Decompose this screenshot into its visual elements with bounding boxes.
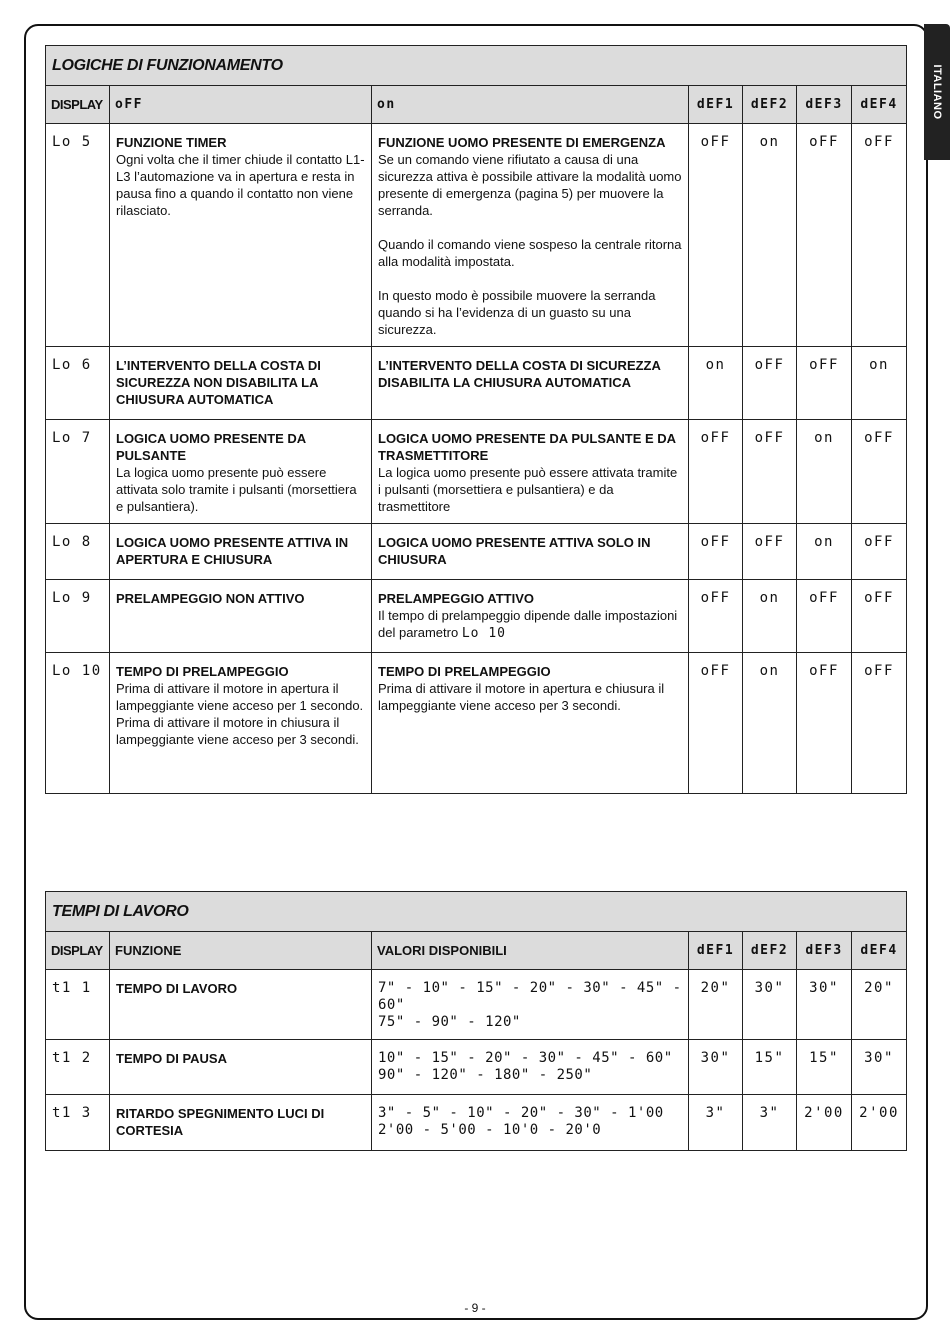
table-row xyxy=(46,420,907,524)
row-def1: oFF xyxy=(689,580,743,653)
row-on-cell xyxy=(372,420,689,524)
row-off-cell xyxy=(110,347,372,420)
row-off-text: La logica uomo presente può essere attivata solo tramite i pulsanti (morsettiera e pulsantiera). xyxy=(116,465,357,514)
row-values xyxy=(372,970,689,1040)
page-number: - 9 - xyxy=(464,1301,486,1315)
row-on-cell xyxy=(372,524,689,580)
row-def1: oFF xyxy=(689,524,743,580)
row-on-title: FUNZIONE UOMO PRESENTE DI EMERGENZA xyxy=(378,135,666,150)
row-off-text: Prima di attivare il motore in apertura il lampeggiante viene acceso per 1 secondo. xyxy=(116,681,364,713)
row-def3: on xyxy=(797,420,852,524)
row-off-title: TEMPO DI PRELAMPEGGIO xyxy=(116,664,289,679)
row-def2: oFF xyxy=(743,524,797,580)
row-display-code: Lo 7 xyxy=(46,420,110,524)
row-on-text: Prima di attivare il motore in apertura e chiusura il lampeggiante viene acceso per 3 secondi. xyxy=(378,681,665,713)
row-def2: on xyxy=(743,653,797,794)
row-def1: oFF xyxy=(689,124,743,347)
row-on-title: LOGICA UOMO PRESENTE ATTIVA SOLO IN CHIUSURA xyxy=(378,535,651,567)
row-on-text: La logica uomo presente può essere attivata tramite i pulsanti (morsettiera e pulsantiera) e da trasmettitore xyxy=(378,465,678,514)
row-def3: oFF xyxy=(797,124,852,347)
row-display-code: Lo 8 xyxy=(46,524,110,580)
table-row xyxy=(46,347,907,420)
logic-table xyxy=(45,45,907,794)
row-function xyxy=(110,970,372,1040)
table-row xyxy=(46,124,907,347)
row-on-parameter-code: Lo 10 xyxy=(461,626,506,641)
row-values-line-1: 3" - 5" - 10" - 20" - 30" - 1'00 xyxy=(378,1105,664,1121)
row-def4: oFF xyxy=(852,524,907,580)
row-display-code: t1 2 xyxy=(46,1040,110,1095)
row-def2: 30" xyxy=(743,970,797,1040)
row-off-title: PRELAMPEGGIO NON ATTIVO xyxy=(116,591,305,606)
row-on-title: TEMPO DI PRELAMPEGGIO xyxy=(378,664,551,679)
row-def1: oFF xyxy=(689,653,743,794)
row-def2: 15" xyxy=(743,1040,797,1095)
row-off-cell xyxy=(110,524,372,580)
row-on-text-2: Quando il comando viene sospeso la centrale ritorna alla modalità impostata. xyxy=(378,237,682,269)
row-on-title: LOGICA UOMO PRESENTE DA PULSANTE E DA TRASMETTITORE xyxy=(378,431,676,463)
row-on-cell xyxy=(372,653,689,794)
header-values: VALORI DISPONIBILI xyxy=(372,932,689,970)
header-def2: dEF2 xyxy=(743,932,797,970)
row-display-code: Lo 10 xyxy=(46,653,110,794)
header-def2: dEF2 xyxy=(743,86,797,124)
row-display-code: t1 1 xyxy=(46,970,110,1040)
row-def2: on xyxy=(743,580,797,653)
row-display-code: Lo 5 xyxy=(46,124,110,347)
header-function: FUNZIONE xyxy=(110,932,372,970)
row-on-cell xyxy=(372,347,689,420)
row-display-code: Lo 6 xyxy=(46,347,110,420)
row-def3: 2'00 xyxy=(797,1095,852,1151)
row-off-text-2: Prima di attivare il motore in chiusura il lampeggiante viene acceso per 3 secondi. xyxy=(116,715,359,747)
row-def4: on xyxy=(852,347,907,420)
row-values xyxy=(372,1095,689,1151)
header-def4: dEF4 xyxy=(852,932,907,970)
row-off-title: LOGICA UOMO PRESENTE ATTIVA IN APERTURA E CHIUSURA xyxy=(116,535,349,567)
header-def3: dEF3 xyxy=(797,86,852,124)
row-values-line-2: 75" - 90" - 120" xyxy=(378,1014,521,1030)
row-function-label: TEMPO DI LAVORO xyxy=(116,981,238,996)
row-def3: on xyxy=(797,524,852,580)
row-on-text-3: In questo modo è possibile muovere la serranda quando si ha l’evidenza di un guasto su una sicurezza. xyxy=(378,288,656,337)
row-def1: oFF xyxy=(689,420,743,524)
table-row xyxy=(46,1095,907,1151)
times-table-header xyxy=(46,932,907,970)
row-def1: 30" xyxy=(689,1040,743,1095)
row-on-cell xyxy=(372,124,689,347)
row-def1: 3" xyxy=(689,1095,743,1151)
row-function-label: RITARDO SPEGNIMENTO LUCI DI CORTESIA xyxy=(116,1106,325,1138)
row-display-code: t1 3 xyxy=(46,1095,110,1151)
row-def3: oFF xyxy=(797,653,852,794)
row-on-title: L’INTERVENTO DELLA COSTA DI SICUREZZA DISABILITA LA CHIUSURA AUTOMATICA xyxy=(378,358,661,390)
row-def2: on xyxy=(743,124,797,347)
table-row xyxy=(46,653,907,794)
row-def4: oFF xyxy=(852,580,907,653)
row-def4: 30" xyxy=(852,1040,907,1095)
row-display-code: Lo 9 xyxy=(46,580,110,653)
logic-table-header xyxy=(46,86,907,124)
row-on-cell xyxy=(372,580,689,653)
row-def4: oFF xyxy=(852,124,907,347)
row-def2: oFF xyxy=(743,420,797,524)
row-off-title: LOGICA UOMO PRESENTE DA PULSANTE xyxy=(116,431,306,463)
times-table xyxy=(45,891,907,1151)
table-row xyxy=(46,580,907,653)
row-on-text-body: Il tempo di prelampeggio dipende dalle impostazioni del parametro xyxy=(378,608,678,640)
row-function xyxy=(110,1095,372,1151)
times-table-title: TEMPI DI LAVORO xyxy=(46,892,907,932)
times-table-title-row xyxy=(46,892,907,932)
table-row xyxy=(46,524,907,580)
header-off: oFF xyxy=(110,86,372,124)
row-def4: 2'00 xyxy=(852,1095,907,1151)
header-display: DISPLAY xyxy=(46,932,110,970)
row-on-text xyxy=(378,607,682,642)
row-off-cell xyxy=(110,124,372,347)
row-def2: oFF xyxy=(743,347,797,420)
header-on: on xyxy=(372,86,689,124)
row-off-title: FUNZIONE TIMER xyxy=(116,135,227,150)
header-display: DISPLAY xyxy=(46,86,110,124)
row-off-cell xyxy=(110,653,372,794)
header-def1: dEF1 xyxy=(689,86,743,124)
row-def4: oFF xyxy=(852,653,907,794)
table-row xyxy=(46,970,907,1040)
row-values xyxy=(372,1040,689,1095)
row-def3: oFF xyxy=(797,580,852,653)
row-function-label: TEMPO DI PAUSA xyxy=(116,1051,227,1066)
language-tab-label: ITALIANO xyxy=(931,64,943,120)
row-off-title: L’INTERVENTO DELLA COSTA DI SICUREZZA NON DISABILITA LA CHIUSURA AUTOMATICA xyxy=(116,358,321,407)
logic-table-title-row xyxy=(46,46,907,86)
row-on-text: Se un comando viene rifiutato a causa di una sicurezza attiva è possibile attivare la modalità uomo presente di emergenza (pagina 5) per muovere la serranda. xyxy=(378,152,682,218)
row-off-text: Ogni volta che il timer chiude il contatto L1-L3 l’automazione va in apertura e resta in pausa fino a quando il contatto non viene rilasciato. xyxy=(116,152,365,218)
row-values-line-1: 10" - 15" - 20" - 30" - 45" - 60" xyxy=(378,1050,673,1066)
row-def3: 30" xyxy=(797,970,852,1040)
row-def4: 20" xyxy=(852,970,907,1040)
row-def1: on xyxy=(689,347,743,420)
row-values-line-2: 2'00 - 5'00 - 10'0 - 20'0 xyxy=(378,1122,602,1138)
header-def1: dEF1 xyxy=(689,932,743,970)
row-function xyxy=(110,1040,372,1095)
row-values-line-2: 90" - 120" - 180" - 250" xyxy=(378,1067,593,1083)
header-def3: dEF3 xyxy=(797,932,852,970)
row-def3: 15" xyxy=(797,1040,852,1095)
row-def1: 20" xyxy=(689,970,743,1040)
row-on-title: PRELAMPEGGIO ATTIVO xyxy=(378,591,535,606)
row-def2: 3" xyxy=(743,1095,797,1151)
row-off-cell xyxy=(110,580,372,653)
row-def3: oFF xyxy=(797,347,852,420)
language-tab xyxy=(924,24,950,160)
table-row xyxy=(46,1040,907,1095)
row-values-line-1: 7" - 10" - 15" - 20" - 30" - 45" - 60" xyxy=(378,980,682,1013)
header-def4: dEF4 xyxy=(852,86,907,124)
row-def4: oFF xyxy=(852,420,907,524)
logic-table-title: LOGICHE DI FUNZIONAMENTO xyxy=(46,46,907,86)
row-off-cell xyxy=(110,420,372,524)
